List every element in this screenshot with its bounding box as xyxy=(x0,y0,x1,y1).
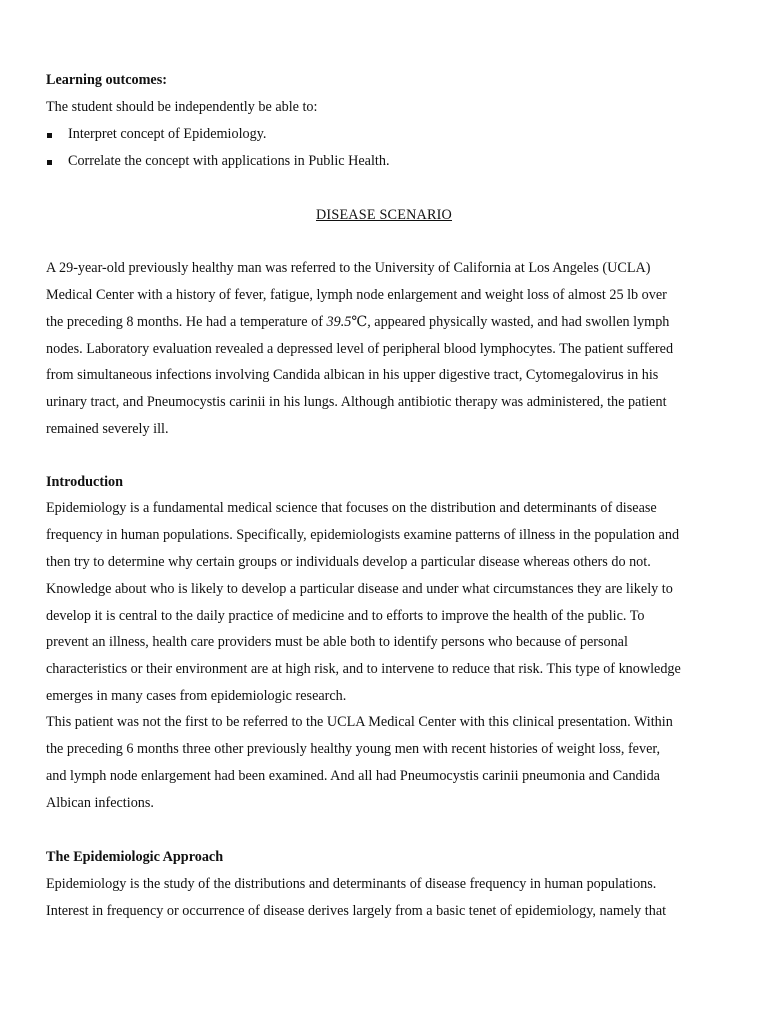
learning-outcomes-heading: Learning outcomes: xyxy=(46,72,167,88)
scenario-line: from simultaneous infections involving Candida albican in his upper digestive tract, Cytomegalovirus in his xyxy=(46,367,659,383)
scenario-text: the preceding 8 months. He had a temperature of xyxy=(46,314,327,330)
scenario-line xyxy=(46,314,669,331)
learning-outcomes-intro: The student should be independently be able to: xyxy=(46,99,318,115)
scenario-text: ℃, appeared physically wasted, and had swollen lymph xyxy=(351,314,670,330)
scenario-line: A 29-year-old previously healthy man was referred to the University of California at Los Angeles (UCLA) xyxy=(46,260,651,276)
introduction-line: characteristics or their environment are at high risk, and to intervene to reduce that risk. This type of knowledge xyxy=(46,661,681,677)
introduction-line: frequency in human populations. Specifically, epidemiologists examine patterns of illness in the population and xyxy=(46,527,680,543)
bullet-text: Interpret concept of Epidemiology. xyxy=(68,126,267,142)
bullet-square-icon xyxy=(47,160,52,165)
introduction-line: Knowledge about who is likely to develop a particular disease and under what circumstances they are likely to xyxy=(46,581,673,597)
scenario-line: nodes. Laboratory evaluation revealed a depressed level of peripheral blood lymphocytes. The patient suffered xyxy=(46,341,674,357)
scenario-line: Medical Center with a history of fever, fatigue, lymph node enlargement and weight loss of almost 25 lb over xyxy=(46,287,667,303)
approach-line: Epidemiology is the study of the distributions and determinants of disease frequency in human populations. xyxy=(46,876,657,892)
introduction-line: This patient was not the first to be referred to the UCLA Medical Center with this clinical presentation. Within xyxy=(46,714,673,730)
bullet-text: Correlate the concept with applications in Public Health. xyxy=(68,153,390,169)
scenario-line: remained severely ill. xyxy=(46,421,169,437)
introduction-line: Albican infections. xyxy=(46,795,154,811)
introduction-line: emerges in many cases from epidemiologic research. xyxy=(46,688,347,704)
approach-line: Interest in frequency or occurrence of disease derives largely from a basic tenet of epidemiology, namely that xyxy=(46,903,667,919)
introduction-line: Epidemiology is a fundamental medical science that focuses on the distribution and determinants of disease xyxy=(46,500,657,516)
introduction-line: then try to determine why certain groups or individuals develop a particular disease whereas others do not. xyxy=(46,554,651,570)
introduction-line: prevent an illness, health care providers must be able both to identify persons who because of personal xyxy=(46,634,628,650)
bullet-square-icon xyxy=(47,133,52,138)
introduction-line: and lymph node enlargement had been examined. And all had Pneumocystis carinii pneumonia and Candida xyxy=(46,768,660,784)
temperature-value: 39.5 xyxy=(326,314,352,330)
approach-heading: The Epidemiologic Approach xyxy=(46,849,224,865)
scenario-line: urinary tract, and Pneumocystis carinii in his lungs. Although antibiotic therapy was administered, the patient xyxy=(46,394,667,410)
scenario-title: DISEASE SCENARIO xyxy=(315,207,453,223)
introduction-line: the preceding 6 months three other previously healthy young men with recent histories of weight loss, fever, xyxy=(46,741,661,757)
introduction-line: develop it is central to the daily practice of medicine and to efforts to improve the health of the public. To xyxy=(46,608,645,624)
introduction-heading: Introduction xyxy=(46,474,123,490)
